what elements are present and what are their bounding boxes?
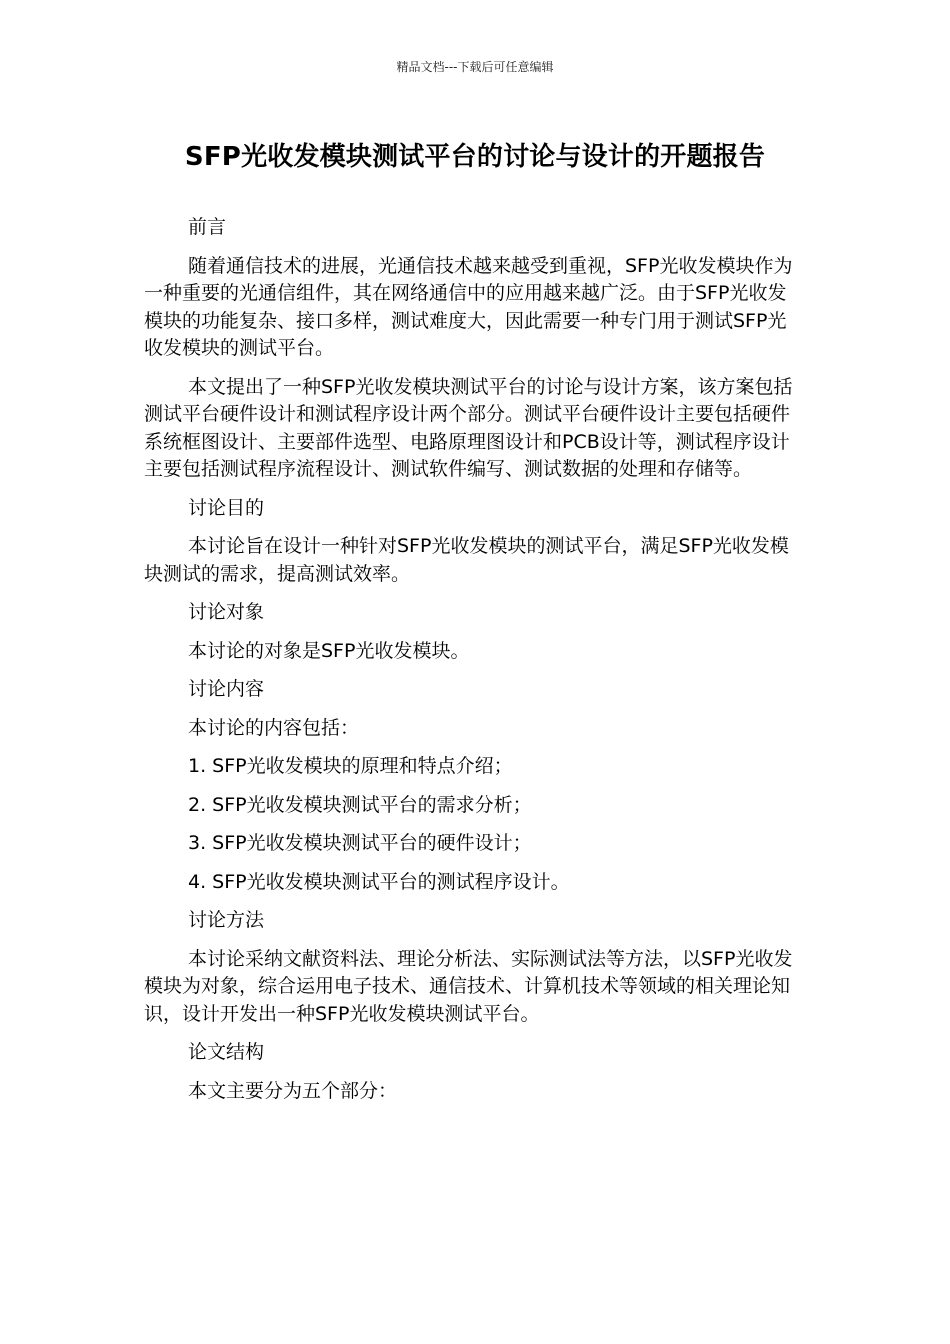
section-heading-content: 讨论内容 xyxy=(188,678,265,700)
list-item: 3. SFP光收发模块测试平台的硬件设计； xyxy=(188,832,532,854)
document-title: SFP光收发模块测试平台的讨论与设计的开题报告 xyxy=(184,142,766,172)
list-item: 4. SFP光收发模块测试平台的测试程序设计。 xyxy=(188,870,570,893)
section-heading-object: 讨论对象 xyxy=(188,601,265,623)
page-header: 精品文档---下载后可任意编辑 xyxy=(396,60,554,74)
paragraph-structure-intro: 本文主要分为五个部分： xyxy=(188,1079,398,1102)
paragraph-object: 本讨论的对象是SFP光收发模块。 xyxy=(188,639,470,662)
paragraph-method: 本讨论采纳文献资料法、理论分析法、实际测试法等方法，以SFP光收发模块为对象，综合运用电子技术、通信技术、计算机技术等领域的相关理论知识，设计开发出一种SFP光收发模块测试平台。 xyxy=(144,947,793,1025)
paragraph-background: 随着通信技术的进展，光通信技术越来越受到重视，SFP光收发模块作为一种重要的光通信组件，其在网络通信中的应用越来越广泛。由于SFP光收发模块的功能复杂、接口多样，测试难度大，因此需要一种专门用于测试SFP光收发模块的测试平台。 xyxy=(144,254,793,359)
section-heading-method: 讨论方法 xyxy=(188,909,265,931)
paragraph-purpose: 本讨论旨在设计一种针对SFP光收发模块的测试平台，满足SFP光收发模块测试的需求，提高测试效率。 xyxy=(144,535,789,585)
document-body xyxy=(144,214,804,1116)
section-heading-preface: 前言 xyxy=(188,216,227,238)
paragraph-proposal: 本文提出了一种SFP光收发模块测试平台的讨论与设计方案，该方案包括测试平台硬件设计和测试程序设计两个部分。测试平台硬件设计主要包括硬件系统框图设计、主要部件选型、电路原理图设计和PCB设计等，测试程序设计主要包括测试程序流程设计、测试软件编写、测试数据的处理和存储等。 xyxy=(144,375,793,480)
list-item: 1. SFP光收发模块的原理和特点介绍； xyxy=(188,755,513,777)
section-heading-structure: 论文结构 xyxy=(188,1041,265,1063)
section-heading-purpose: 讨论目的 xyxy=(188,496,265,519)
list-item: 2. SFP光收发模块测试平台的需求分析； xyxy=(188,793,532,816)
paragraph-content-intro: 本讨论的内容包括： xyxy=(188,716,360,739)
